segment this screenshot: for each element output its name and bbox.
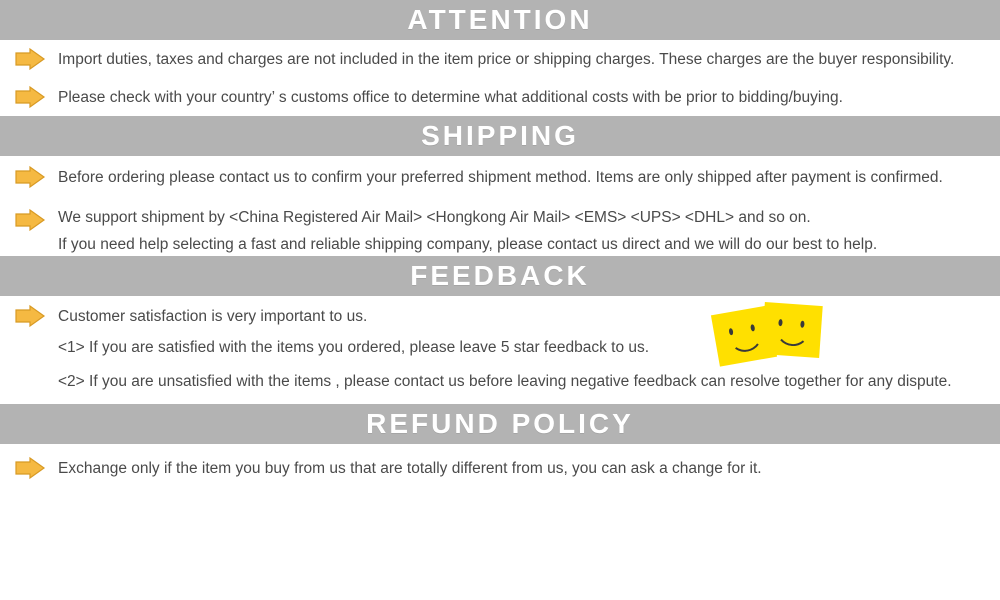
- section-body-feedback: [0, 296, 1000, 404]
- arrow-right-icon: [14, 47, 58, 71]
- sticky-note-right: [761, 302, 822, 358]
- section-body-refund: [0, 444, 1000, 484]
- arrow-right-icon-svg: [14, 456, 46, 480]
- arrow-right-icon-svg: [14, 208, 46, 232]
- arrow-right-icon: [14, 456, 58, 480]
- text-line: If you need help selecting a fast and reliable shipping company, please contact us direct and we will do our best to help.: [58, 236, 878, 253]
- list-item-text: [58, 48, 988, 70]
- section-header-refund: REFUND POLICY: [0, 404, 1000, 444]
- list-item: [0, 78, 1000, 116]
- arrow-right-icon: [14, 85, 58, 109]
- list-item-text: [58, 305, 988, 327]
- text-line: Please check with your country’ s customs office to determine what additional costs with be prior to bidding/buying.: [58, 89, 843, 106]
- section-body-attention: [0, 40, 1000, 116]
- smiley-sticky-notes-icon: [715, 300, 845, 364]
- arrow-right-icon: [14, 206, 58, 232]
- arrow-right-icon-svg: [14, 47, 46, 71]
- smiley-mouth: [775, 325, 810, 347]
- arrow-right-icon-svg: [14, 85, 46, 109]
- text-line: Before ordering please contact us to confirm your preferred shipment method. Items are only shipped after payment is confirmed.: [58, 169, 943, 186]
- section-header-shipping: SHIPPING: [0, 116, 1000, 156]
- smiley-face: [761, 302, 822, 358]
- arrow-right-icon-svg: [14, 165, 46, 189]
- sub-list-item: <1> If you are satisfied with the items you ordered, please leave 5 star feedback to us.: [58, 338, 650, 356]
- section-body-shipping: [0, 156, 1000, 256]
- list-item-text: [58, 206, 988, 255]
- text-line: Import duties, taxes and charges are not included in the item price or shipping charges. These charges are the buyer responsibility.: [58, 51, 955, 68]
- list-item-text: [58, 86, 988, 108]
- section-header-attention: ATTENTION: [0, 0, 1000, 40]
- text-line: We support shipment by <China Registered Air Mail> <Hongkong Air Mail> <EMS> <UPS> <DHL> and so on.: [58, 209, 811, 226]
- text-line: Customer satisfaction is very important to us.: [58, 308, 368, 325]
- arrow-right-icon: [14, 304, 58, 328]
- smiley-mouth: [728, 329, 765, 355]
- list-item-text: [58, 457, 988, 479]
- list-item: [0, 156, 1000, 198]
- list-item: [0, 40, 1000, 78]
- list-item-text: [58, 166, 988, 188]
- text-line: Exchange only if the item you buy from us that are totally different from us, you can ask a change for it.: [58, 460, 762, 477]
- list-item: [0, 296, 1000, 330]
- sub-list-item: <2> If you are unsatisfied with the items , please contact us before leaving negative feedback can resolve together for any dispute.: [58, 372, 952, 390]
- arrow-right-icon-svg: [14, 304, 46, 328]
- spacer: [0, 398, 1000, 404]
- section-header-feedback: FEEDBACK: [0, 256, 1000, 296]
- list-item: [0, 444, 1000, 484]
- arrow-right-icon: [14, 165, 58, 189]
- list-item: [0, 198, 1000, 256]
